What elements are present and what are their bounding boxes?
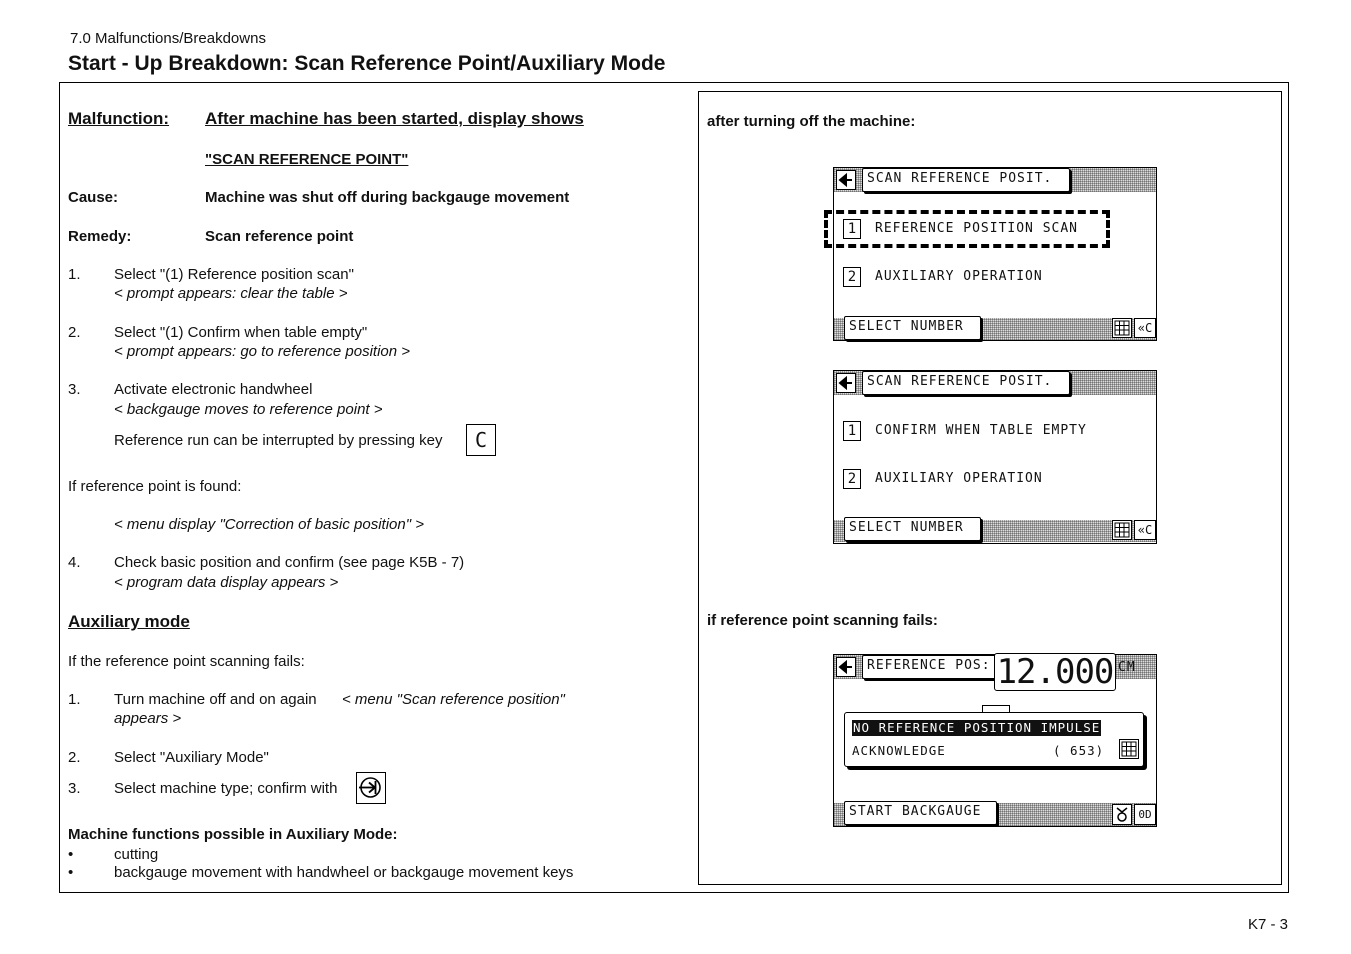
step-note: < program data display appears > (114, 574, 339, 591)
option-number[interactable]: 1 (843, 219, 861, 239)
malfunction-quote: "SCAN REFERENCE POINT" (205, 151, 409, 168)
selection-highlight (824, 210, 1110, 248)
option-auxiliary-operation[interactable]: AUXILIARY OPERATION (875, 471, 1043, 486)
step-number: 4. (68, 554, 81, 571)
home-icon (836, 373, 856, 393)
aux-step-note: appears > (114, 710, 182, 727)
aux-heading: Auxiliary mode (68, 612, 190, 631)
unit-label: CM (1118, 660, 1136, 675)
backgauge-icon (1112, 804, 1132, 825)
enter-key-icon (356, 772, 386, 804)
step-text: Check basic position and confirm (see page K5B - 7) (114, 554, 465, 571)
acknowledge-label[interactable]: ACKNOWLEDGE (852, 743, 946, 758)
aux-intro: If the reference point scanning fails: (68, 653, 305, 670)
clear-icon: «C (1134, 520, 1156, 540)
malfunction-label: Malfunction: (68, 109, 170, 128)
malfunction-text: After machine has been started, display shows (205, 109, 584, 128)
clear-key-icon: C (466, 424, 496, 456)
screen-title: SCAN REFERENCE POSIT. (862, 168, 1070, 192)
section-label: 7.0 Malfunctions/Breakdowns (70, 30, 266, 47)
option-auxiliary-operation[interactable]: AUXILIARY OPERATION (875, 269, 1043, 284)
functions-heading: Machine functions possible in Auxiliary Mode: (68, 826, 398, 843)
option-reference-position-scan[interactable]: REFERENCE POSITION SCAN (875, 221, 1079, 236)
aux-step-text: Turn machine off and on again (114, 691, 317, 708)
screen-footer: START BACKGAUGE (844, 801, 997, 825)
option-number[interactable]: 1 (843, 421, 861, 441)
aux-step-text: Select "Auxiliary Mode" (114, 749, 269, 766)
remedy-text: Scan reference point (205, 228, 354, 245)
step-note: < prompt appears: go to reference position > (114, 343, 411, 360)
found-text: If reference point is found: (68, 478, 242, 495)
page-title: Start - Up Breakdown: Scan Reference Point/Auxiliary Mode (68, 52, 666, 75)
function-item: backgauge movement with handwheel or backgauge movement keys (114, 864, 574, 881)
keypad-icon (1112, 318, 1132, 338)
step-number: 2. (68, 324, 81, 341)
screen-title: REFERENCE POS: (862, 655, 1002, 679)
keypad-icon (1112, 520, 1132, 540)
screen-footer: SELECT NUMBER (844, 517, 981, 541)
step-text: Select "(1) Confirm when table empty" (114, 324, 368, 341)
lcd-screen-reference-failed (833, 654, 1157, 827)
aux-step-number: 1. (68, 691, 81, 708)
page-number: K7 - 3 (1248, 916, 1289, 933)
error-message: NO REFERENCE POSITION IMPULSE (853, 720, 1101, 735)
step-note: < backgauge moves to reference point > (114, 401, 383, 418)
home-icon (836, 170, 856, 190)
aux-step-number: 3. (68, 780, 81, 797)
step-text: Activate electronic handwheel (114, 381, 313, 398)
step-text: Select "(1) Reference position scan" (114, 266, 354, 283)
io-icon: 0D (1134, 804, 1156, 825)
aux-step-number: 2. (68, 749, 81, 766)
error-code: ( 653) (1053, 743, 1105, 758)
screen-title: SCAN REFERENCE POSIT. (862, 371, 1070, 395)
bullet: • (68, 864, 74, 881)
option-number[interactable]: 2 (843, 267, 861, 287)
cause-label: Cause: (68, 189, 119, 206)
keypad-icon (1119, 739, 1139, 759)
bullet: • (68, 846, 74, 863)
remedy-label: Remedy: (68, 228, 132, 245)
error-dialog (844, 712, 1144, 767)
clear-icon: «C (1134, 318, 1156, 338)
caption-scan-fails: if reference point scanning fails: (707, 612, 938, 629)
step-number: 1. (68, 266, 81, 283)
interrupt-text: Reference run can be interrupted by pressing key (114, 432, 443, 449)
option-confirm-table-empty[interactable]: CONFIRM WHEN TABLE EMPTY (875, 423, 1087, 438)
step-number: 3. (68, 381, 81, 398)
cause-text: Machine was shut off during backgauge movement (205, 189, 570, 206)
position-value: 12.000 (994, 653, 1116, 691)
screen-footer: SELECT NUMBER (844, 316, 981, 340)
option-number[interactable]: 2 (843, 469, 861, 489)
caption-after-off: after turning off the machine: (707, 113, 916, 130)
lcd-screen-scan-reference (833, 167, 1157, 341)
aux-step-note: < menu "Scan reference position" (342, 691, 565, 708)
lcd-screen-confirm-table (833, 370, 1157, 544)
aux-step-text: Select machine type; confirm with (114, 780, 338, 797)
function-item: cutting (114, 846, 159, 863)
home-icon (836, 657, 856, 677)
step-note: < prompt appears: clear the table > (114, 285, 348, 302)
found-note: < menu display "Correction of basic position" > (114, 516, 424, 533)
